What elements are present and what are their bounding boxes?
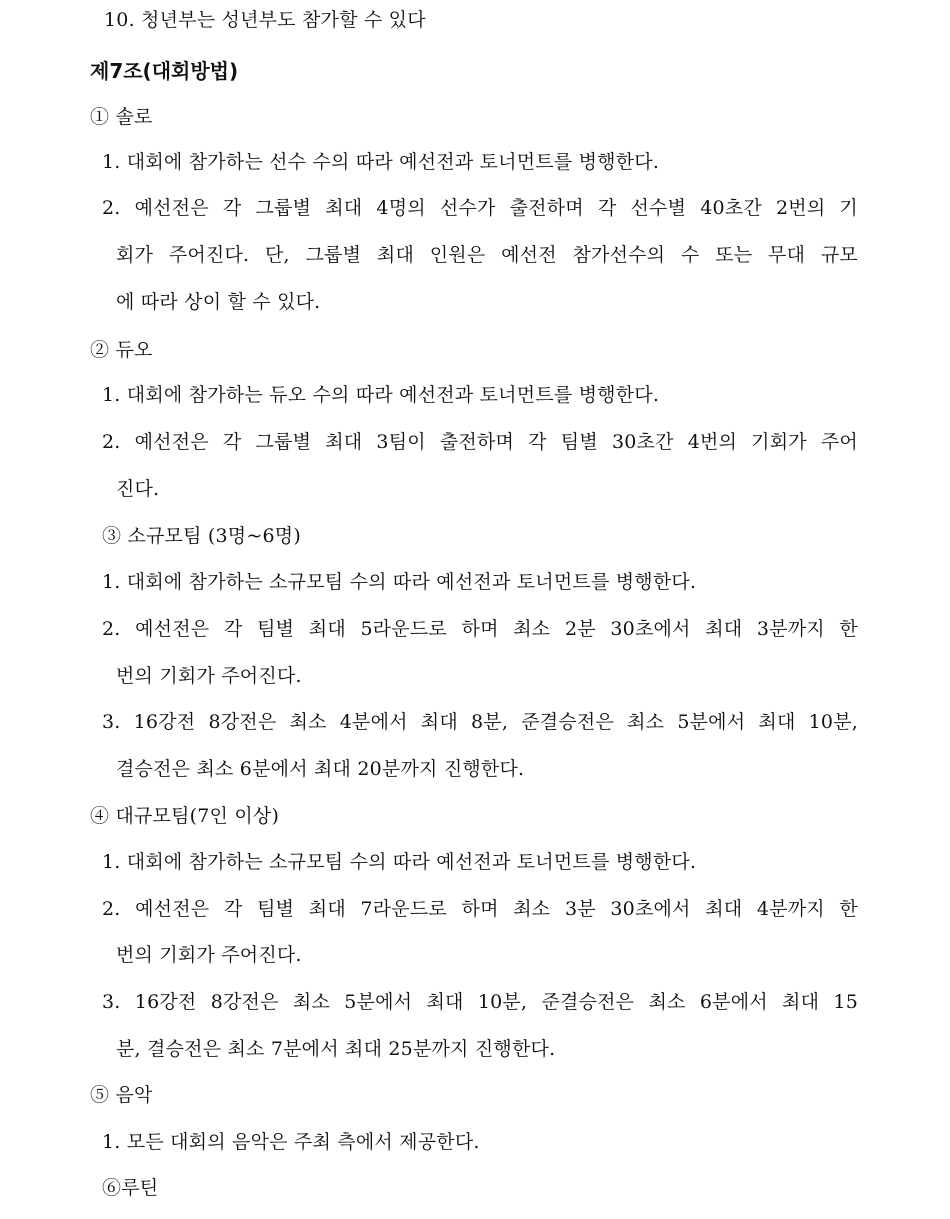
section-heading-routine: ⑥루틴 xyxy=(102,1177,159,1199)
list-item: 번의 기회가 주어진다. xyxy=(116,665,302,687)
list-item: 1. 대회에 참가하는 소규모팀 수의 따라 예선전과 토너먼트를 병행한다. xyxy=(102,571,697,593)
list-item: 분, 결승전은 최소 7분에서 최대 25분까지 진행한다. xyxy=(116,1038,556,1060)
list-item: 2. 예선전은 각 팀별 최대 7라운드로 하며 최소 3분 30초에서 최대 4분까지 한 xyxy=(102,898,858,920)
list-item: 1. 대회에 참가하는 소규모팀 수의 따라 예선전과 토너먼트를 병행한다. xyxy=(102,851,697,873)
list-item: 에 따라 상이 할 수 있다. xyxy=(116,291,321,313)
list-item: 번의 기회가 주어진다. xyxy=(116,944,302,966)
list-item: 2. 예선전은 각 그룹별 최대 3팀이 출전하며 각 팀별 30초간 4번의 기회가 주어 xyxy=(102,431,858,453)
section-heading-duo: ② 듀오 xyxy=(90,339,153,361)
list-item: 2. 예선전은 각 그룹별 최대 4명의 선수가 출전하며 각 선수별 40초간 2번의 기 xyxy=(102,197,858,219)
list-item: 1. 대회에 참가하는 듀오 수의 따라 예선전과 토너먼트를 병행한다. xyxy=(102,384,660,406)
section-heading-solo: ① 솔로 xyxy=(90,106,153,128)
list-item: 1. 모든 대회의 음악은 주최 측에서 제공한다. xyxy=(102,1131,480,1153)
list-item: 회가 주어진다. 단, 그룹별 최대 인원은 예선전 참가선수의 수 또는 무대 규모 xyxy=(116,244,858,266)
section-heading-large-team: ④ 대규모팀(7인 이상) xyxy=(90,805,280,827)
list-item: 결승전은 최소 6분에서 최대 20분까지 진행한다. xyxy=(116,758,525,780)
article-heading: 제7조(대회방법) xyxy=(90,59,239,83)
list-item: 3. 16강전 8강전은 최소 5분에서 최대 10분, 준결승전은 최소 6분에서 최대 15 xyxy=(102,991,858,1013)
list-item: 1. 대회에 참가하는 선수 수의 따라 예선전과 토너먼트를 병행한다. xyxy=(102,151,660,173)
list-item: 3. 16강전 8강전은 최소 4분에서 최대 8분, 준결승전은 최소 5분에서 최대 10분, xyxy=(102,711,858,733)
list-item: 10. 청년부는 성년부도 참가할 수 있다 xyxy=(104,9,426,31)
list-item: 진다. xyxy=(116,478,160,500)
section-heading-small-team: ③ 소규모팀 (3명~6명) xyxy=(102,525,301,547)
section-heading-music: ⑤ 음악 xyxy=(90,1084,153,1106)
list-item: 2. 예선전은 각 팀별 최대 5라운드로 하며 최소 2분 30초에서 최대 3분까지 한 xyxy=(102,618,858,640)
